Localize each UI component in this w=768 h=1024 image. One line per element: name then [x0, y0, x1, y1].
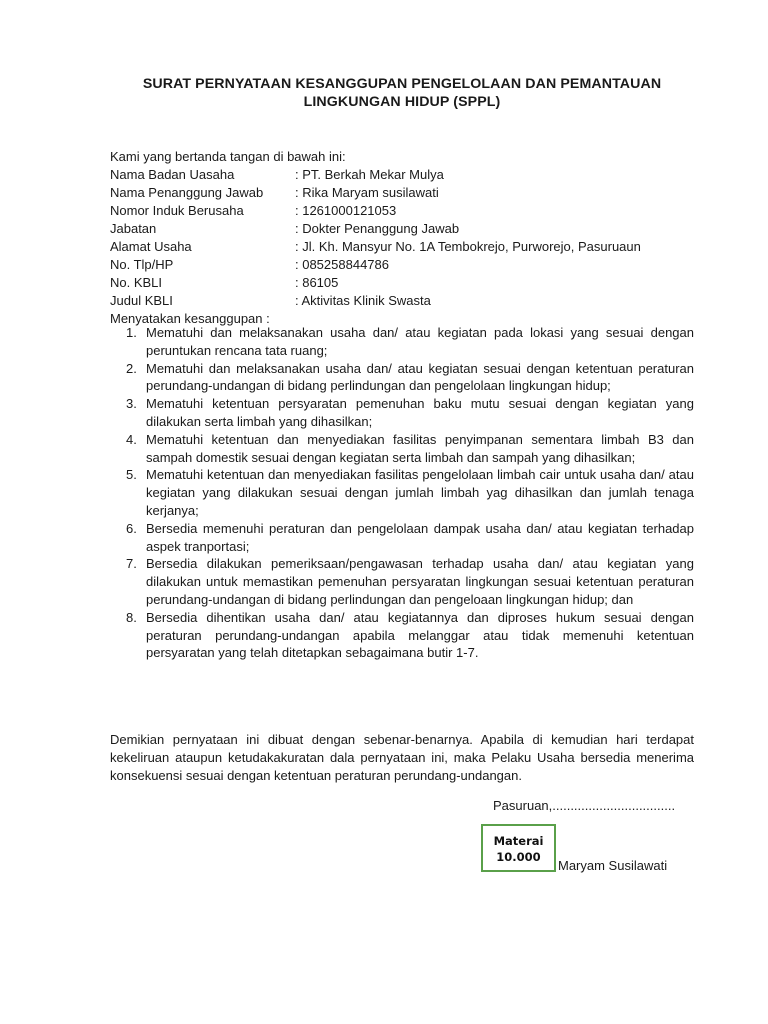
field-row [110, 256, 641, 274]
item-number: 2. [126, 360, 137, 376]
list-item [110, 555, 694, 608]
item-number: 8. [126, 609, 137, 625]
item-number: 7. [126, 556, 137, 572]
field-value: : Rika Maryam susilawati [295, 185, 439, 200]
item-text: Mematuhi ketentuan dan menyediakan fasilitas pengelolaan limbah cair untuk usaha dan/ atau kegiatan yang dilakukan sesuai dengan jumlah limbah yag dihasilkan dan jumlah tenaga kerjanya; [146, 467, 694, 518]
field-row [110, 202, 641, 220]
item-text: Mematuhi dan melaksanakan usaha dan/ atau kegiatan pada lokasi yang sesuai dengan peruntukan rencana tata ruang; [146, 325, 694, 358]
declaration-label: Menyatakan kesanggupan : [110, 311, 270, 326]
list-item [110, 395, 694, 431]
item-number: 5. [126, 467, 137, 483]
list-item [110, 609, 694, 662]
field-label: No. Tlp/HP [110, 257, 174, 272]
field-value: : Jl. Kh. Mansyur No. 1A Tembokrejo, Purworejo, Pasuruaun [295, 239, 641, 254]
field-value: : Aktivitas Klinik Swasta [295, 293, 431, 308]
field-value: : 1261000121053 [295, 203, 397, 218]
stamp-value: 10.000 [496, 850, 541, 864]
field-row [110, 274, 641, 292]
field-label: Alamat Usaha [110, 239, 192, 254]
field-value: : Dokter Penanggung Jawab [295, 221, 460, 236]
item-text: Bersedia dihentikan usaha dan/ atau kegiatannya dan diproses hukum sesuai dengan peraturan perundang-undangan apabila melanggar atau tidak memenuhi ketentuan persyaratan yang telah ditetapkan sebagaimana butir 1-7. [146, 609, 694, 661]
item-text: Mematuhi ketentuan dan menyediakan fasilitas penyimpanan sementara limbah B3 dan sampah domestik sesuai dengan kegiatan serta limbah dan sampah yang dihasilkan; [146, 431, 694, 465]
list-item [110, 431, 694, 467]
title-line-2: LINGKUNGAN HIDUP (SPPL) [303, 94, 501, 110]
materai-stamp-box [481, 824, 556, 872]
document-title [100, 75, 704, 111]
field-label: Nomor Induk Berusaha [110, 203, 244, 218]
list-item [110, 324, 694, 360]
intro-text: Kami yang bertanda tangan di bawah ini: [110, 149, 346, 164]
field-label: Judul KBLI [110, 293, 173, 308]
signer-name: Maryam Susilawati [558, 858, 668, 873]
field-row [110, 220, 641, 238]
item-number: 3. [126, 396, 137, 412]
item-number: 1. [126, 325, 137, 340]
field-row [110, 292, 641, 310]
item-text: Mematuhi ketentuan persyaratan pemenuhan baku mutu sesuai dengan kegiatan yang dilakukan serta limbah yang dihasilkan; [146, 396, 694, 429]
list-item [110, 520, 694, 556]
field-row [110, 238, 641, 256]
item-number: 4. [126, 431, 137, 447]
field-row [110, 166, 641, 184]
field-label: Jabatan [110, 221, 157, 236]
field-label: Nama Penanggung Jawab [110, 185, 264, 200]
field-label: No. KBLI [110, 275, 163, 290]
item-text: Bersedia dilakukan pemeriksaan/pengawasan terhadap usaha dan/ atau kegiatan yang dilakukan untuk memastikan pemenuhan persyaratan lingkungan sesuai ketentuan peraturan perundang-undangan di bidang perlindungan dan pengeloaan lingkungan hidup; dan [146, 556, 694, 607]
field-value: : 86105 [295, 275, 339, 290]
list-item [110, 466, 694, 519]
item-text: Mematuhi dan melaksanakan usaha dan/ atau kegiatan sesuai dengan ketentuan peraturan perundang-undangan di bidang perlindungan dan pengelolaan lingkungan hidup; [146, 360, 694, 394]
closing-paragraph: Demikian pernyataan ini dibuat dengan sebenar-benarnya. Apabila di kemudian hari terdapat kekeliruan ataupun ketudakakuratan dala pernyataan ini, maka Pelaku Usaha bersedia menerima konsekuensi sesuai dengan ketentuan peraturan perundang-undangan. [110, 732, 694, 783]
field-label: Nama Badan Uasaha [110, 167, 235, 182]
identity-fields [110, 166, 641, 310]
field-value: : PT. Berkah Mekar Mulya [295, 167, 444, 182]
stamp-label: Materai [493, 834, 544, 848]
commitment-list [110, 324, 694, 662]
field-row [110, 184, 641, 202]
field-value: : 085258844786 [295, 257, 389, 272]
title-line-1: SURAT PERNYATAAN KESANGGUPAN PENGELOLAAN DAN PEMANTAUAN [142, 76, 662, 92]
item-text: Bersedia memenuhi peraturan dan pengelolaan dampak usaha dan/ atau kegiatan terhadap aspek tranportasi; [146, 520, 694, 554]
place-date: Pasuruan,.................................. [493, 798, 676, 813]
item-number: 6. [126, 520, 137, 536]
list-item [110, 360, 694, 396]
